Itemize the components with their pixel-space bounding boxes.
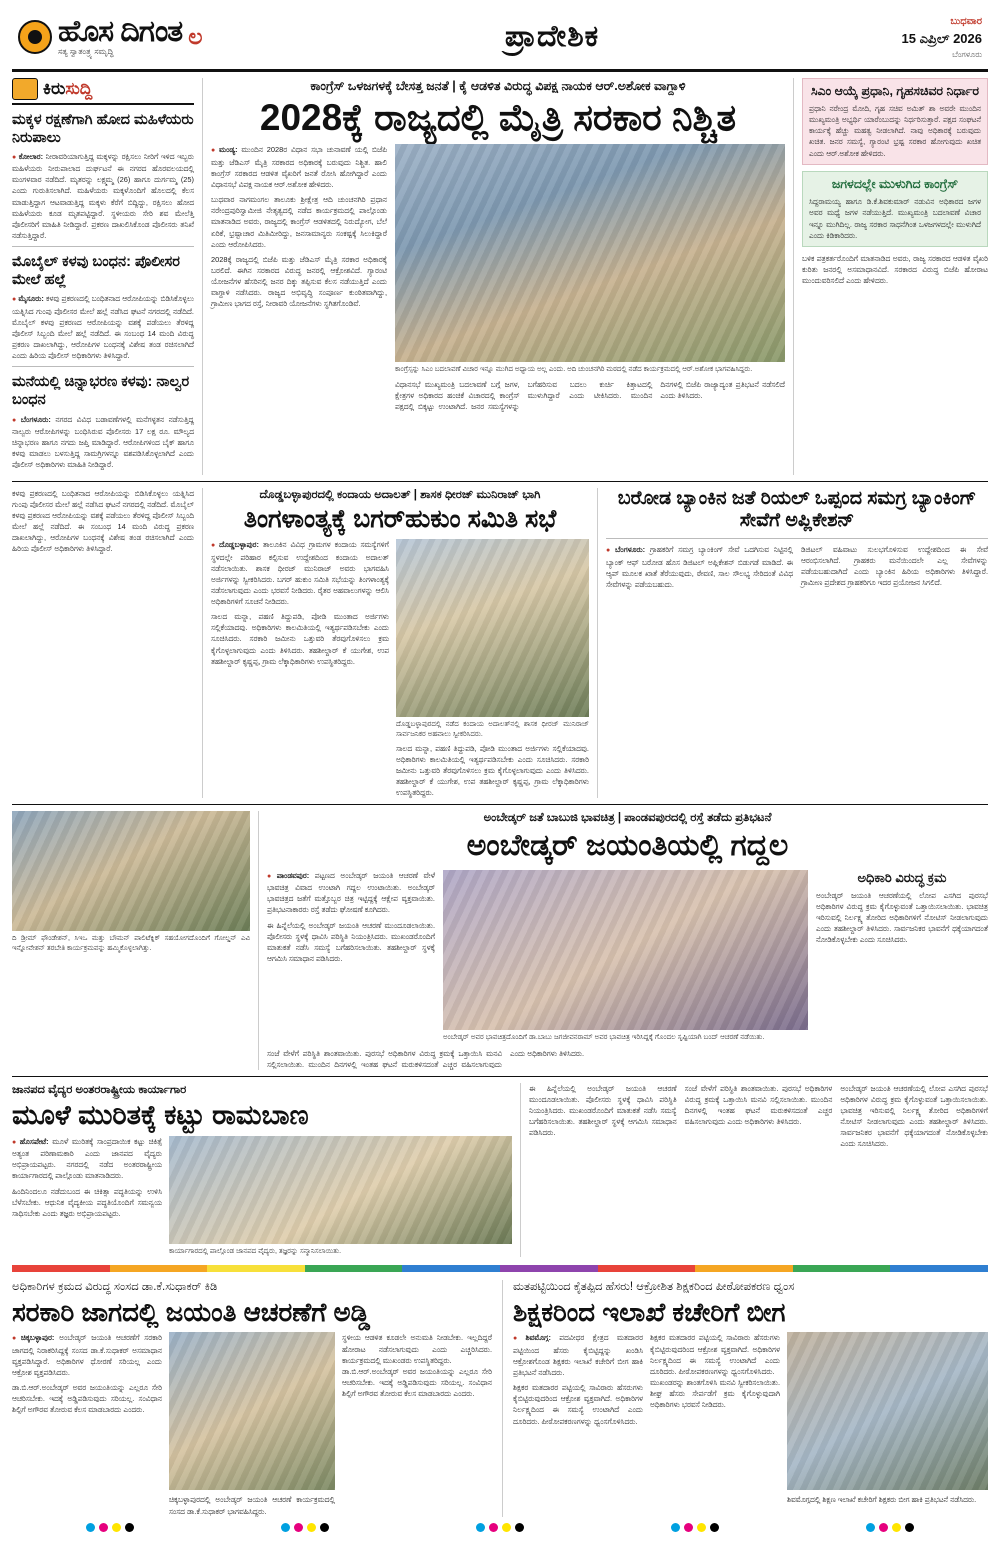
color-band [12,1265,988,1272]
brief-body-3: ನಗರದ ವಿವಿಧ ಬಡಾವಣೆಗಳಲ್ಲಿ ಮನೆಗಳ್ಳತನ ನಡೆಸುತ್ತಿದ್ದ ನಾಲ್ವರು ಆರೋಪಿಗಳನ್ನು ಬಂಧಿಸಿರುವ ಪೊಲೀಸರು 17 ಲಕ್ಷ ರೂ. ಮೌಲ್ಯದ ಚಿನ್ನಾಭರಣ ಹಾಗೂ ನಗದು ಜಪ್ತಿ ಮಾಡಿದ್ದಾರೆ. ಆರೋಪಿಗಳಿಂದ ಬೈಕ್ ಹಾಗೂ ಕಳವು ಮಾಡಲು ಬಳಸುತ್ತಿದ್ದ ಸಾಮಗ್ರಿಗಳನ್ನೂ ವಶಪಡಿಸಿಕೊಳ್ಳಲಾಗಿದೆ ಎಂದು ಪೊಲೀಸ್ ಅಧಿಕಾರಿಗಳು ಮಾಹಿತಿ ನೀಡಿದ್ದಾರೆ. [12,414,194,470]
brief-headline-3: ಮನೆಯಲ್ಲಿ ಚಿನ್ನಾಭರಣ ಕಳವು: ನಾಲ್ವರ ಬಂಧನ [12,374,190,409]
newspaper-logo[interactable] [18,17,202,57]
bottomleft-photo [169,1332,335,1490]
nrs-caption: ಕಾರ್ಯಾಗಾರದಲ್ಲಿ ಪಾಲ್ಗೊಂಡ ಜಾನಪದ ವೈದ್ಯರು, ತಜ್ಞರನ್ನು ಸನ್ಮಾನಿಸಲಾಯಿತು. [169,1247,342,1255]
story-ambedkar [267,811,988,1069]
lead-col1: ಮುಂದಿನ 2028ರ ವಿಧಾನ ಸಭಾ ಚುನಾವಣೆ ಯಲ್ಲಿ ಬಿಜೆಪಿ ಮತ್ತು ಜೆಡಿಎಸ್ ಮೈತ್ರಿ ಸರಕಾರದ ಅಧಿಕಾರಕ್ಕೆ ಬರುವುದು ನಿಶ್ಚಿತ. ಹಾಲಿ ಕಾಂಗ್ರೆಸ್ ಸರಕಾರದ ಆಡಳಿತ ವೈಖರಿಗೆ ಜನತೆ ರೋಸಿ ಹೋಗಿದ್ದಾರೆ ಎಂದು ವಿಧಾನಸಭೆ ವಿಪಕ್ಷ ನಾಯಕ ಆರ್.ಅಶೋಕ ಹೇಳಿದರು. [211,145,387,190]
bank-col1: ಗ್ರಾಹಕರಿಗೆ ಸಮಗ್ರ ಬ್ಯಾಂಕಿಂಗ್ ಸೇವೆ ಒದಗಿಸುವ ನಿಟ್ಟಿನಲ್ಲಿ ಬ್ಯಾಂಕ್ ಆಫ್ ಬರೋಡ ಹೊಸ ಡಿಜಿಟಲ್ ಅಪ್ಲಿಕೇಶನ್ ಬಿಡುಗಡೆ ಮಾಡಿದೆ. ಈ ಆ್ಯಪ್ ಮೂಲಕ ಖಾತೆ ತೆರೆಯುವುದು, ಠೇವಣಿ, ಸಾಲ ಸೌಲಭ್ಯ ಸೇರಿದಂತೆ ವಿವಿಧ ಸೇವೆಗಳನ್ನು ಪಡೆಯಬಹುದು. [606,545,793,589]
brief-headline-2: ಮೊಬೈಲ್ ಕಳವು ಬಂಧನ: ಪೊಲೀಸರ ಮೇಲೆ ಹಲ್ಲೆ [12,254,180,289]
bottomright-photo [787,1332,988,1490]
brief-dateline-3: ● ಬೆಂಗಳೂರು: [12,415,51,424]
bottomright-kicker: ಮತಪಟ್ಟಿಯಿಂದ ಕೈತಪ್ಪಿದ ಹೆಸರು! ಆಕ್ರೋಶಿತ ಶಿಕ್ಷಕರಿಂದ ಪೀಠೋಪಕರಣ ಧ್ವಂಸ [513,1280,795,1293]
nrs-kicker: ಜಾನಪದ ವೈದ್ಯರ ಅಂತರರಾಷ್ಟ್ರೀಯ ಕಾರ್ಯಾಗಾರ [12,1083,187,1096]
bottomleft-col3: ಸ್ಥಳೀಯ ಆಡಳಿತ ಕೂಡಲೇ ಅನುಮತಿ ನೀಡಬೇಕು. ಇಲ್ಲದಿದ್ದರೆ ಹೋರಾಟ ನಡೆಸಲಾಗುವುದು ಎಂದು ಎಚ್ಚರಿಸಿದರು. ಕಾರ್ಯಕ್ರಮದಲ್ಲಿ ಮುಖಂಡರು ಉಪಸ್ಥಿತರಿದ್ದರು. [342,1333,492,1365]
bottomleft-col2: ಚಿಕ್ಕಬಳ್ಳಾಪುರದಲ್ಲಿ ಅಂಬೇಡ್ಕರ್ ಜಯಂತಿ ಆಚರಣೆ ಕಾರ್ಯಕ್ರಮದಲ್ಲಿ ಸಂಸದ ಡಾ.ಕೆ.ಸುಧಾಕರ್ ಭಾಗವಹಿಸಿದ್ದರು. [169,1495,335,1516]
brief-dateline-2: ● ಮೈಸೂರು: [12,294,44,303]
box-congress-body: ಸಿದ್ದರಾಮಯ್ಯ ಹಾಗೂ ಡಿ.ಕೆ.ಶಿವಕುಮಾರ್ ನಡುವಿನ ಅಧಿಕಾರದ ಜಗಳ ಅವರ ಮಧ್ಯೆ ಜಗಳ ನಡೆಯುತ್ತಿದೆ. ಮುಖ್ಯಮಂತ್ರಿ ಬದಲಾವಣೆ ವಿಚಾರ ಇನ್ನೂ ಮುಗಿದಿಲ್ಲ. ರಾಜ್ಯ ಸರಕಾರ ಸಾಧನೆಗಿಂತ ಒಳಜಗಳದಲ್ಲೇ ಮುಳುಗಿದೆ ಎಂದು ಕಿಡಿಕಾರಿದರು. [809,197,981,240]
sun-logo-icon [18,20,52,54]
officer-action-title: ಅಧಿಕಾರಿ ವಿರುದ್ಧ ಕ್ರಮ [857,869,947,885]
brief-body-1: ನೀರಾವರಿಯಾಗುತ್ತಿದ್ದ ಮಕ್ಕಳನ್ನು ರಕ್ಷಿಸಲು ನೀರಿಗೆ ಇಳಿದ ಇಬ್ಬರು ಮಹಿಳೆಯರು ನೀರುಪಾಲಾದ ದುರ್ಘಟನೆ ಈ ನಗರದ ಹೊರವಲಯದಲ್ಲಿ ಮಂಗಳವಾರ ನಡೆದಿದೆ. ಮೃತರನ್ನು ಲಕ್ಷ್ಮಮ್ಮ (26) ಹಾಗೂ ದುರ್ಗಮ್ಮ (25) ಎಂದು ಗುರುತಿಸಲಾಗಿದೆ. ಮಹಿಳೆಯರು ಮಕ್ಕಳೊಂದಿಗೆ ಹೊಲದಲ್ಲಿ ಕೆಲಸ ಮಾಡುತ್ತಿದ್ದಾಗ ಆಟವಾಡುತ್ತಿದ್ದ ಮಕ್ಕಳು ಕೆರೆಗೆ ಬಿದ್ದಿದ್ದು, ರಕ್ಷಿಸಲು ಹೋದ ಮಹಿಳೆಯರು ಕೂಡ ಮೃತಪಟ್ಟಿದ್ದಾರೆ. ಸ್ಥಳೀಯರು ಸೇರಿ ಶವ ಮೇಲೆತ್ತಿ ಪೊಲೀಸರಿಗೆ ಮಾಹಿತಿ ನೀಡಿದ್ದಾರೆ. ಪ್ರಕರಣ ದಾಖಲಿಸಿಕೊಂಡ ಪೊಲೀಸರು ತನಿಖೆ ನಡೆಸುತ್ತಿದ್ದಾರೆ. [12,151,194,240]
brief-item-1 [12,111,194,242]
brief-item-3 [12,373,194,470]
fourth-row [12,1083,988,1257]
lead-photo [395,144,785,362]
nrs-col1: ಮೂಳೆ ಮುರಿತಕ್ಕೆ ಸಾಂಪ್ರದಾಯಿಕ ಕಟ್ಟು ಚಿಕಿತ್ಸೆ ಅತ್ಯಂತ ಪರಿಣಾಮಕಾರಿ ಎಂದು ಜಾನಪದ ವೈದ್ಯರು ಅಭಿಪ್ರಾಯಪಟ್ಟರು. ನಗರದಲ್ಲಿ ನಡೆದ ಅಂತರರಾಷ್ಟ್ರೀಯ ಕಾರ್ಯಾಗಾರದಲ್ಲಿ ಪಾಲ್ಗೊಂಡು ಮಾತನಾಡಿದರು. [12,1136,162,1181]
bottomleft-col3b: ಡಾ.ಬಿ.ಆರ್.ಅಂಬೇಡ್ಕರ್ ಅವರ ಜಯಂತಿಯನ್ನು ಎಲ್ಲರೂ ಸೇರಿ ಆಚರಿಸಬೇಕು. ಇದಕ್ಕೆ ಅಡ್ಡಿಪಡಿಸುವುದು ಸರಿಯಲ್ಲ. ಸಂವಿಧಾನ ಶಿಲ್ಪಿಗೆ ಅಗೌರವ ತೋರುವ ಕೆಲಸ ಮಾಡಬಾರದು ಎಂದರು. [342,1366,492,1398]
bagar-photo-caption: ದೊಡ್ಡಬಳ್ಳಾಪುರದಲ್ಲಿ ನಡೆದ ಕಂದಾಯ ಅದಾಲತ್‌ನಲ್ಲಿ ಶಾಸಕ ಧೀರಜ್ ಮುನಿರಾಜ್ ಸಾರ್ವಜನಿಕರ ಅಹವಾಲು ಸ್ವೀಕರಿಸಿದರು. [396,721,589,738]
bank-headline: ಬರೋಡ ಬ್ಯಾಂಕಿನ ಜತೆ ರಿಯಲ್ ಒಪ್ಪಂದ ಸಮಗ್ರ ಬ್ಯಾಂಕಿಂಗ್ ಸೇವೆಗೆ ಅಪ್ಲಿಕೇಶನ್ [617,487,977,532]
box-cm-decision [802,78,988,165]
brief-headline-1: ಮಕ್ಕಳ ರಕ್ಷಣೆಗಾಗಿ ಹೋದ ಮಹಿಳೆಯರು ನಿರುಪಾಲು [12,111,194,146]
megaphone-icon [12,78,38,100]
kiru-suddhi-header [12,78,194,100]
story-jayanti-block [12,1280,492,1517]
bagar-kicker: ದೊಡ್ಡಬಳ್ಳಾಪುರದಲ್ಲಿ ಕಂದಾಯ ಅದಾಲತ್ | ಶಾಸಕ ಧೀರಜ್ ಮುನಿರಾಜ್ ಭಾಗಿ [259,488,541,501]
foundation-caption: ದಿ ಡ್ರೀಮ್ ಫೌಂಡೇಶನ್, ಸಿಇಒ ಮತ್ತು ಬೌಮನ್ ಪಾಲಿಟೆಕ್ನಿಕ್ ಸಹಯೋಗದೊಂದಿಗೆ ಗೋಲ್ಡನ್ ಎವಿ ಇನ್ನೋವೇಶನ್ ತರಬೇತಿ ಕಾರ್ಯಕ್ರಮವನ್ನು ಹಮ್ಮಿಕೊಳ್ಳಲಾಗಿತ್ತು. [12,935,250,953]
date: 15 ಎಪ್ರಿಲ್ 2026 [901,31,982,46]
bottomright-col1: ಪದವೀಧರ ಕ್ಷೇತ್ರದ ಮತದಾರರ ಪಟ್ಟಿಯಿಂದ ಹೆಸರು ಕೈಬಿಟ್ಟಿದ್ದನ್ನು ಖಂಡಿಸಿ ಆಕ್ರೋಶಗೊಂಡ ಶಿಕ್ಷಕರು ಇಲಾಖೆ ಕಚೇರಿಗೆ ಬೀಗ ಹಾಕಿ ಪ್ರತಿಭಟನೆ ನಡೆಸಿದರು. [513,1333,643,1378]
ambedkar-col1: ಪಟ್ಟಣದ ಅಂಬೇಡ್ಕರ್ ಜಯಂತಿ ಆಚರಣೆ ವೇಳೆ ಭಾವಚಿತ್ರ ವಿವಾದ ಉಂಟಾಗಿ ಗದ್ದಲ ಉಂಟಾಯಿತು. ಅಂಬೇಡ್ಕರ್ ಭಾವಚಿತ್ರದ ಜತೆಗೆ ಮತ್ತೊಬ್ಬರ ಚಿತ್ರ ಇಟ್ಟಿದ್ದಕ್ಕೆ ಆಕ್ಷೇಪ ವ್ಯಕ್ತವಾಯಿತು. ಪ್ರತಿಭಟನಾಕಾರರು ರಸ್ತೆ ತಡೆದು ಘೋಷಣೆ ಕೂಗಿದರು. [267,870,435,915]
third-row [12,811,988,1069]
top-section [12,78,988,475]
ambedkar-col3: ಸಂಜೆ ವೇಳೆಗೆ ಪರಿಸ್ಥಿತಿ ಶಾಂತವಾಯಿತು. ಪುರಸಭೆ ಅಧಿಕಾರಿಗಳ ವಿರುದ್ಧ ಕ್ರಮಕ್ಕೆ ಒತ್ತಾಯಿಸಿ ಮನವಿ ಸಲ್ಲಿಸಲಾಯಿತು. ಮುಂದಿನ ದಿನಗಳಲ್ಲಿ ಇಂತಹ ಘಟನೆ ಮರುಕಳಿಸದಂತೆ ಎಚ್ಚರ ವಹಿಸಲಾಗುವುದು ಎಂದು ಅಧಿಕಾರಿಗಳು ತಿಳಿಸಿದರು. [267,1048,585,1069]
story-folk-medicine [12,1083,512,1257]
bottomleft-dateline: ● ಚಿಕ್ಕಬಳ್ಳಾಪುರ: [12,1333,54,1342]
bagar-photo [396,539,589,717]
ambedkar-overflow-1: ಈ ಹಿನ್ನೆಲೆಯಲ್ಲಿ ಅಂಬೇಡ್ಕರ್ ಜಯಂತಿ ಆಚರಣೆ ಮುಂದೂಡಲಾಯಿತು. ಪೊಲೀಸರು ಸ್ಥಳಕ್ಕೆ ಧಾವಿಸಿ ಪರಿಸ್ಥಿತಿ ನಿಯಂತ್ರಿಸಿದರು. ಮುಖಂಡರೊಂದಿಗೆ ಮಾತುಕತೆ ನಡೆಸಿ ಸಮಸ್ಯೆ ಬಗೆಹರಿಸಲಾಯಿತು. ತಹಶೀಲ್ದಾರ್ ಸ್ಥಳಕ್ಕೆ ಆಗಮಿಸಿ ಸಮಾಧಾನ ಪಡಿಸಿದರು. [529,1083,677,1138]
bottomright-col1b: ಶಿಕ್ಷಕರ ಮತದಾರರ ಪಟ್ಟಿಯಲ್ಲಿ ಸಾವಿರಾರು ಹೆಸರುಗಳು ಕೈಬಿಟ್ಟಿರುವುದರಿಂದ ಆಕ್ರೋಶ ವ್ಯಕ್ತವಾಗಿದೆ. ಅಧಿಕಾರಿಗಳ ನಿರ್ಲಕ್ಷ್ಯದಿಂದ ಈ ಸಮಸ್ಯೆ ಉಂಟಾಗಿದೆ ಎಂದು ದೂರಿದರು. ಪೀಠೋಪಕರಣಗಳನ್ನು ಧ್ವಂಸಗೊಳಿಸಿದರು. [513,1383,643,1426]
print-registration-marks [12,1517,988,1534]
nrs-headline: ಮೂಳೆ ಮುರಿತಕ್ಕೆ ಕಟ್ಟು ರಾಮಬಾಣ [12,1099,309,1130]
dotset-5 [866,1523,914,1532]
ambedkar-headline: ಅಂಬೇಡ್ಕರ್ ಜಯಂತಿಯಲ್ಲಿ ಗದ್ದಲ [466,829,789,863]
ambedkar-dateline: ● ಪಾಂಡವಪುರ: [267,871,309,880]
brief-body-2: ಕಳವು ಪ್ರಕರಣದಲ್ಲಿ ಬಂಧಿತನಾದ ಆರೋಪಿಯನ್ನು ಬಿಡಿಸಿಕೊಳ್ಳಲು ಯತ್ನಿಸಿದ ಗುಂಪು ಪೊಲೀಸರ ಮೇಲೆ ಹಲ್ಲೆ ನಡೆಸಿದ ಘಟನೆ ನಗರದಲ್ಲಿ ನಡೆದಿದೆ. ಮೊಬೈಲ್ ಕಳವು ಪ್ರಕರಣದ ಆರೋಪಿಯನ್ನು ವಶಕ್ಕೆ ಪಡೆಯಲು ತೆರಳಿದ್ದ ಪೊಲೀಸ್ ಸಿಬ್ಬಂದಿ ಮೇಲೆ ಹಲ್ಲೆ ನಡೆದಿದೆ. ಈ ಸಂಬಂಧ 14 ಮಂದಿ ವಿರುದ್ಧ ಪ್ರಕರಣ ದಾಖಲಾಗಿದ್ದು, ಆರೋಪಿಗಳ ಬಂಧನಕ್ಕೆ ವಿಶೇಷ ತಂಡ ರಚಿಸಲಾಗಿದೆ ಎಂದು ಹಿರಿಯ ಪೊಲೀಸ್ ಅಧಿಕಾರಿಗಳು ತಿಳಿಸಿದ್ದಾರೆ. [12,294,194,361]
ambedkar-overflow-3: ಅಂಬೇಡ್ಕರ್ ಜಯಂತಿ ಆಚರಣೆಯಲ್ಲಿ ಲೋಪ ಎಸಗಿದ ಪುರಸಭೆ ಅಧಿಕಾರಿಗಳ ವಿರುದ್ಧ ಕ್ರಮ ಕೈಗೊಳ್ಳುವಂತೆ ಒತ್ತಾಯಿಸಲಾಯಿತು. ಭಾವಚಿತ್ರ ಇರಿಸುವಲ್ಲಿ ನಿರ್ಲಕ್ಷ್ಯ ತೋರಿದ ಅಧಿಕಾರಿಗಳಿಗೆ ನೋಟಿಸ್ ನೀಡಲಾಗುವುದು ಎಂದು ತಹಶೀಲ್ದಾರ್ ತಿಳಿಸಿದರು. ಸಾರ್ವಜನಿಕರ ಭಾವನೆಗೆ ಧಕ್ಕೆಯಾಗದಂತೆ ನೋಡಿಕೊಳ್ಳಬೇಕು ಎಂದು ಸೂಚಿಸಿದರು. [840,1083,988,1149]
logo-title: ಹೊಸ ದಿಗಂತ [58,15,183,49]
box-congress-body2: ಬಳಿಕ ಪತ್ರಕರ್ತರೊಂದಿಗೆ ಮಾತನಾಡಿದ ಅವರು, ರಾಜ್ಯ ಸರಕಾರದ ಆಡಳಿತ ವೈಖರಿ ಕುರಿತು ಜನರಲ್ಲಿ ಅಸಮಾಧಾನವಿದೆ. ಸರಕಾರದ ವಿರುದ್ಧ ಬಿಜೆಪಿ ಹೋರಾಟ ಮುಂದುವರಿಸಲಿದೆ ಎಂದು ಹೇಳಿದರು. [802,253,988,285]
bottomright-headline: ಶಿಕ್ಷಕರಿಂದ ಇಲಾಖೆ ಕಚೇರಿಗೆ ಬೀಗ [513,1296,786,1327]
lead-col1b: ಬುಧವಾರ ನಾಗಮಂಗಲ ತಾಲೂಕು ಶ್ರೀಕ್ಷೇತ್ರ ಆದಿ ಚುಂಚನಗಿರಿ ಪ್ರಧಾನ ನರೇಂದ್ರಪುರಿಸ್ವಾಮೀಜಿ ನೇತೃತ್ವದಲ್ಲಿ ನಡೆದ ಕಾರ್ಯಕ್ರಮದಲ್ಲಿ ಪಾಲ್ಗೊಂಡು ಮಾತನಾಡಿದ ಅವರು, ರಾಜ್ಯದಲ್ಲಿ ಕಾಂಗ್ರೆಸ್ ಆಡಳಿತದಲ್ಲಿ ನಿರುದ್ಯೋಗ, ಬೆಲೆ ಏರಿಕೆ, ಭ್ರಷ್ಟಾಚಾರ ಮಿತಿಮೀರಿದ್ದು, ಜನಸಾಮಾನ್ಯರು ಸಂಕಷ್ಟಕ್ಕೆ ಸಿಲುಕಿದ್ದಾರೆ ಎಂದು ಆರೋಪಿಸಿದರು. [211,195,387,249]
story-foundation [12,811,250,1069]
left-cont-text: ಕಳವು ಪ್ರಕರಣದಲ್ಲಿ ಬಂಧಿತನಾದ ಆರೋಪಿಯನ್ನು ಬಿಡಿಸಿಕೊಳ್ಳಲು ಯತ್ನಿಸಿದ ಗುಂಪು ಪೊಲೀಸರ ಮೇಲೆ ಹಲ್ಲೆ ನಡೆಸಿದ ಘಟನೆ ನಗರದಲ್ಲಿ ನಡೆದಿದೆ. ಮೊಬೈಲ್ ಕಳವು ಪ್ರಕರಣದ ಆರೋಪಿಯನ್ನು ವಶಕ್ಕೆ ಪಡೆಯಲು ತೆರಳಿದ್ದ ಪೊಲೀಸ್ ಸಿಬ್ಬಂದಿ ಮೇಲೆ ಹಲ್ಲೆ ನಡೆದಿದೆ. ಈ ಸಂಬಂಧ 14 ಮಂದಿ ವಿರುದ್ಧ ಪ್ರಕರಣ ದಾಖಲಾಗಿದ್ದು, ಆರೋಪಿಗಳ ಬಂಧನಕ್ಕೆ ವಿಶೇಷ ತಂಡ ರಚಿಸಲಾಗಿದೆ ಎಂದು ಹಿರಿಯ ಪೊಲೀಸ್ ಅಧಿಕಾರಿಗಳು ತಿಳಿಸಿದ್ದಾರೆ. [12,488,194,554]
dotset-4 [671,1523,719,1532]
kiru-label-1: ಕಿರು [43,78,66,98]
ambedkar-kicker: ಅಂಬೇಡ್ಕರ್ ಜತೆ ಬಾಬುಜಿ ಭಾವಚಿತ್ರ | ಪಾಂಡವಪುರದಲ್ಲಿ ರಸ್ತೆ ತಡೆದು ಪ್ರತಿಭಟನೆ [483,812,772,825]
logo-subtitle: ಸತ್ಯ ಸ್ವಾತಂತ್ರ್ಯ ಸಮೃದ್ಧಿ [58,47,114,57]
lead-kicker: ಕಾಂಗ್ರೆಸ್ ಒಳಜಗಳಕ್ಕೆ ಬೇಸತ್ತ ಜನತೆ | ಕೈ ಆಡಳಿತ ವಿರುದ್ಧ ವಿಪಕ್ಷ ನಾಯಕ ಆರ್.ಅಶೋಕ ವಾಗ್ದಾಳಿ [310,78,686,93]
dotset-3 [476,1523,524,1532]
foundation-photo [12,811,250,931]
box-congress-title: ಜಗಳದಲ್ಲೇ ಮುಳುಗಿದ ಕಾಂಗ್ರೆಸ್ [831,176,959,191]
bank-dateline: ● ಬೆಂಗಳೂರು: [606,545,645,554]
box-cm-body: ಪ್ರಧಾನಿ ನರೇಂದ್ರ ಮೋದಿ, ಗೃಹ ಸಚಿವ ಅಮಿತ್ ಶಾ ಅವರೇ ಮುಂದಿನ ಮುಖ್ಯಮಂತ್ರಿ ಅಭ್ಯರ್ಥಿ ಯಾರೆಂಬುದನ್ನು ನಿರ್ಧರಿಸುತ್ತಾರೆ. ಪಕ್ಷದ ಸಂಘಟನೆ ಕಾರ್ಯಕ್ಕೆ ಹೆಚ್ಚು ಮಹತ್ವ ನೀಡಲಾಗಿದೆ. ನಾವು ಅಧಿಕಾರಕ್ಕೆ ಬರುವುದು ಖಚಿತ. ಜನರ ಸಮಸ್ಯೆ, ಗ್ಯಾರಂಟಿ ಭ್ರಷ್ಟ ಸರಕಾರ ಹೋಗುವುದು ಖಚಿತ ಎಂದು ಆರ್.ಅಶೋಕ ಹೇಳಿದರು. [809,104,981,158]
brief-item-2 [12,253,194,361]
bottomleft-kicker: ಅಧಿಕಾರಿಗಳ ಕ್ರಮದ ವಿರುದ್ಧ ಸಂಸದ ಡಾ.ಕೆ.ಸುಧಾಕರ್ ಕಿಡಿ [12,1280,218,1293]
nrs-photo [169,1136,512,1244]
section-title: ಪ್ರಾದೇಶಿಕ [504,20,600,54]
story-bank [606,488,988,799]
box-congress-infight [802,171,988,247]
bagar-headline: ತಿಂಗಳಾಂತ್ಯಕ್ಕೆ ಬಗರ್‌ಹುಕುಂ ಸಮಿತಿ ಸಭೆ [243,505,557,534]
bottomright-col2b: ಮುಖಂಡರನ್ನು ಶಾಂತಗೊಳಿಸಿ ಮನವಿ ಸ್ವೀಕರಿಸಲಾಯಿತು. ಶೀಘ್ರ ಹೆಸರು ಸೇರ್ಪಡೆಗೆ ಕ್ರಮ ಕೈಗೊಳ್ಳುವುದಾಗಿ ಅಧಿಕಾರಿಗಳು ಭರವಸೆ ನೀಡಿದರು. [650,1377,780,1410]
bagar-dateline: ● ದೊಡ್ಡಬಳ್ಳಾಪುರ: [211,540,259,549]
masthead [12,10,988,72]
ambedkar-photo [443,870,808,1030]
story-bagar-hukum [211,488,589,799]
bottomleft-col1b: ಡಾ.ಬಿ.ಆರ್.ಅಂಬೇಡ್ಕರ್ ಅವರ ಜಯಂತಿಯನ್ನು ಎಲ್ಲರೂ ಸೇರಿ ಆಚರಿಸಬೇಕು. ಇದಕ್ಕೆ ಅಡ್ಡಿಪಡಿಸುವುದು ಸರಿಯಲ್ಲ. ಸಂವಿಧಾನ ಶಿಲ್ಪಿಗೆ ಅಗೌರವ ತೋರುವ ಕೆಲಸ ಮಾಡಬಾರದು ಎಂದರು. [12,1383,162,1415]
bagar-col2: ಸಾಲದ ಮನ್ನಾ, ಪಹಣಿ ತಿದ್ದುಪಡಿ, ಪೋಡಿ ಮುಂತಾದ ಅರ್ಜಿಗಳು ಸಲ್ಲಿಕೆಯಾದವು. ಅಧಿಕಾರಿಗಳು ಕಾಲಮಿತಿಯಲ್ಲಿ ಇತ್ಯರ್ಥಪಡಿಸಬೇಕು ಎಂದು ಸೂಚಿಸಿದರು. ಸರಕಾರಿ ಜಮೀನು ಒತ್ತುವರಿ ತೆರವುಗೊಳಿಸಲು ಕ್ರಮ ಕೈಗೊಳ್ಳಲಾಗುವುದು ಎಂದು ತಿಳಿಸಿದರು. ತಹಶೀಲ್ದಾರ್ ಕೆ ಯುಗೇಶ, ಉಪ ತಹಶೀಲ್ದಾರ್ ಕೃಷ್ಣಪ್ಪ, ಗ್ರಾಮ ಲೆಕ್ಕಾಧಿಕಾರಿಗಳು ಉಪಸ್ಥಿತರಿದ್ದರು. [396,743,589,798]
officer-action-body: ಅಂಬೇಡ್ಕರ್ ಜಯಂತಿ ಆಚರಣೆಯಲ್ಲಿ ಲೋಪ ಎಸಗಿದ ಪುರಸಭೆ ಅಧಿಕಾರಿಗಳ ವಿರುದ್ಧ ಕ್ರಮ ಕೈಗೊಳ್ಳುವಂತೆ ಒತ್ತಾಯಿಸಲಾಯಿತು. ಭಾವಚಿತ್ರ ಇರಿಸುವಲ್ಲಿ ನಿರ್ಲಕ್ಷ್ಯ ತೋರಿದ ಅಧಿಕಾರಿಗಳಿಗೆ ನೋಟಿಸ್ ನೀಡಲಾಗುವುದು ಎಂದು ತಹಶೀಲ್ದಾರ್ ತಿಳಿಸಿದರು. ಸಾರ್ವಜನಿಕರ ಭಾವನೆಗೆ ಧಕ್ಕೆಯಾಗದಂತೆ ನೋಡಿಕೊಳ್ಳಬೇಕು ಎಂದು ಸೂಚಿಸಿದರು. [816,891,988,945]
dotset-2 [281,1523,329,1532]
lead-col3: ವಿಧಾನಸಭೆ ಮುಖ್ಯಮಂತ್ರಿ ಬದಲಾವಣೆ ಬಗ್ಗೆ ಜಗಳ, ಕ್ಷೇತ್ರಗಳ ಅಧಿಕಾರದ ಹಂಚಿಕೆ ವಿಚಾರದಲ್ಲಿ ಕಾಂಗ್ರೆಸ್ ಪಕ್ಷದಲ್ಲಿ ಬಿಕ್ಕಟ್ಟು ಉಂಟಾಗಿದೆ. ಜನರ ಸಮಸ್ಯೆಗಳನ್ನು ಬಗೆಹರಿಸುವ ಬದಲು ಕುರ್ಚಿ ಕಿತ್ತಾಟದಲ್ಲಿ ಮುಳುಗಿದ್ದಾರೆ ಎಂದು ಟೀಕಿಸಿದರು. ಮುಂದಿನ ದಿನಗಳಲ್ಲಿ ಬಿಜೆಪಿ ರಾಜ್ಯಾದ್ಯಂತ ಪ್ರತಿಭಟನೆ ನಡೆಸಲಿದೆ ಎಂದು ತಿಳಿಸಿದರು. [395,380,785,412]
lead-col2: 2028ಕ್ಕೆ ರಾಜ್ಯದಲ್ಲಿ ಬಿಜೆಪಿ ಮತ್ತು ಜೆಡಿಎಸ್ ಮೈತ್ರಿ ಸರಕಾರ ಅಧಿಕಾರಕ್ಕೆ ಬರಲಿದೆ. ಈಗಿನ ಸರಕಾರದ ವಿರುದ್ಧ ಜನರಲ್ಲಿ ಆಕ್ರೋಶವಿದೆ. ಗ್ಯಾರಂಟಿ ಯೋಜನೆಗಳ ಹೆಸರಿನಲ್ಲಿ ಜನರ ದಿಕ್ಕು ತಪ್ಪಿಸುವ ಕೆಲಸ ನಡೆಯುತ್ತಿದೆ ಎಂದು ವಾಗ್ದಾಳಿ ನಡೆಸಿದರು. ರಾಜ್ಯದ ಅಭಿವೃದ್ಧಿ ಸಂಪೂರ್ಣ ಕುಂಠಿತವಾಗಿದ್ದು, ಗ್ರಾಮೀಣ ಭಾಗದ ರಸ್ತೆ, ನೀರಾವರಿ ಯೋಜನೆಗಳು ಸ್ಥಗಿತಗೊಂಡಿವೆ. [211,254,387,309]
lead-sidebars [802,78,988,475]
nrs-dateline: ● ಹೊಸಪೇಟೆ: [12,1137,49,1146]
weekday: ಬುಧವಾರ [950,16,982,27]
logo-tag: ಲ [188,24,203,50]
bottom-row [12,1280,988,1517]
bagar-col1b: ಸಾಲದ ಮನ್ನಾ, ಪಹಣಿ ತಿದ್ದುಪಡಿ, ಪೋಡಿ ಮುಂತಾದ ಅರ್ಜಿಗಳು ಸಲ್ಲಿಕೆಯಾದವು. ಅಧಿಕಾರಿಗಳು ಕಾಲಮಿತಿಯಲ್ಲಿ ಇತ್ಯರ್ಥಪಡಿಸಬೇಕು ಎಂದು ಸೂಚಿಸಿದರು. ಸರಕಾರಿ ಜಮೀನು ಒತ್ತುವರಿ ತೆರವುಗೊಳಿಸಲು ಕ್ರಮ ಕೈಗೊಳ್ಳಲಾಗುವುದು ಎಂದು ತಿಳಿಸಿದರು. ತಹಶೀಲ್ದಾರ್ ಕೆ ಯುಗೇಶ, ಉಪ ತಹಶೀಲ್ದಾರ್ ಕೃಷ್ಣಪ್ಪ, ಗ್ರಾಮ ಲೆಕ್ಕಾಧಿಕಾರಿಗಳು ಉಪಸ್ಥಿತರಿದ್ದರು. [211,612,389,666]
ambedkar-col2: ಈ ಹಿನ್ನೆಲೆಯಲ್ಲಿ ಅಂಬೇಡ್ಕರ್ ಜಯಂತಿ ಆಚರಣೆ ಮುಂದೂಡಲಾಯಿತು. ಪೊಲೀಸರು ಸ್ಥಳಕ್ಕೆ ಧಾವಿಸಿ ಪರಿಸ್ಥಿತಿ ನಿಯಂತ್ರಿಸಿದರು. ಮುಖಂಡರೊಂದಿಗೆ ಮಾತುಕತೆ ನಡೆಸಿ ಸಮಸ್ಯೆ ಬಗೆಹರಿಸಲಾಯಿತು. ತಹಶೀಲ್ದಾರ್ ಸ್ಥಳಕ್ಕೆ ಆಗಮಿಸಿ ಸಮಾಧಾನ ಪಡಿಸಿದರು. [267,920,435,963]
lead-photo-caption: ಕಾಂಗ್ರೆಸ್ಸನ್ನು ಸಿಎಂ ಬದಲಾವಣೆ ವಿಚಾರ ಇನ್ನೂ ಮುಗಿದ ಅಧ್ಯಾಯ ಅಲ್ಲ ಎಂದು. ಅದಿ ಚುಂಚನಗಿರಿ ಮಠದಲ್ಲಿ ನಡೆದ ಕಾರ್ಯಕ್ರಮದಲ್ಲಿ ಆರ್.ಅಶೋಕ ಭಾಗವಹಿಸಿದ್ದರು. [395,366,753,374]
story-teachers-lock [513,1280,988,1517]
left-column-continued [12,488,194,799]
lead-dateline: ● ಮಂಡ್ಯ: [211,145,238,154]
second-row [12,488,988,799]
bank-col2: ಡಿಜಿಟಲ್ ವಹಿವಾಟು ಸುಲಭಗೊಳಿಸುವ ಉದ್ದೇಶದಿಂದ ಈ ಸೇವೆ ಆರಂಭಿಸಲಾಗಿದೆ. ಗ್ರಾಹಕರು ಮನೆಯಿಂದಲೇ ಎಲ್ಲ ಸೇವೆಗಳನ್ನು ಪಡೆಯಬಹುದಾಗಿದೆ ಎಂದು ಬ್ಯಾಂಕಿನ ಹಿರಿಯ ಅಧಿಕಾರಿಗಳು ತಿಳಿಸಿದ್ದಾರೆ. ಗ್ರಾಮೀಣ ಪ್ರದೇಶದ ಗ್ರಾಹಕರಿಗೂ ಇದರ ಪ್ರಯೋಜನ ಸಿಗಲಿದೆ. [801,545,988,588]
edition-city: ಬೆಂಗಳೂರು [952,49,982,59]
ambedkar-overflow [529,1083,988,1257]
brief-dateline-1: ● ಕೋಲಾರ: [12,152,43,161]
bottomleft-col1: ಅಂಬೇಡ್ಕರ್ ಜಯಂತಿ ಆಚರಣೆಗೆ ಸರಕಾರಿ ಜಾಗದಲ್ಲಿ ನಿರಾಕರಿಸಿದ್ದಕ್ಕೆ ಸಂಸದ ಡಾ.ಕೆ.ಸುಧಾಕರ್ ಅಸಮಾಧಾನ ವ್ಯಕ್ತಪಡಿಸಿದ್ದಾರೆ. ಅಧಿಕಾರಿಗಳ ಧೋರಣೆ ಸರಿಯಲ್ಲ ಎಂದು ಆಕ್ರೋಶ ವ್ಯಕ್ತಪಡಿಸಿದರು. [12,1333,162,1378]
bottomright-col2: ಶಿಕ್ಷಕರ ಮತದಾರರ ಪಟ್ಟಿಯಲ್ಲಿ ಸಾವಿರಾರು ಹೆಸರುಗಳು ಕೈಬಿಟ್ಟಿರುವುದರಿಂದ ಆಕ್ರೋಶ ವ್ಯಕ್ತವಾಗಿದೆ. ಅಧಿಕಾರಿಗಳ ನಿರ್ಲಕ್ಷ್ಯದಿಂದ ಈ ಸಮಸ್ಯೆ ಉಂಟಾಗಿದೆ ಎಂದು ದೂರಿದರು. ಪೀಠೋಪಕರಣಗಳನ್ನು ಧ್ವಂಸಗೊಳಿಸಿದರು. [650,1333,780,1376]
bottomright-col3: ಶಿವಮೊಗ್ಗದಲ್ಲಿ ಶಿಕ್ಷಣ ಇಲಾಖೆ ಕಚೇರಿಗೆ ಶಿಕ್ಷಕರು ಬೀಗ ಹಾಕಿ ಪ್ರತಿಭಟನೆ ನಡೆಸಿದರು. [787,1495,977,1505]
nrs-col2: ಹಿಂದಿನಿಂದಲೂ ನಡೆದುಬಂದ ಈ ಚಿಕಿತ್ಸಾ ಪದ್ಧತಿಯನ್ನು ಉಳಿಸಿ ಬೆಳೆಸಬೇಕು. ಆಧುನಿಕ ವೈದ್ಯಕೀಯ ಪದ್ಧತಿಯೊಂದಿಗೆ ಸಮನ್ವಯ ಸಾಧಿಸಬೇಕು ಎಂದು ತಜ್ಞರು ಅಭಿಪ್ರಾಯಪಟ್ಟರು. [12,1186,162,1218]
masthead-dateblock [902,14,983,61]
ambedkar-caption: ಅಂಬೇಡ್ಕರ್ ಅವರ ಭಾವಚಿತ್ರದೊಂದಿಗೆ ಡಾ.ಬಾಬು ಜಗಜೀವನರಾಮ್ ಅವರ ಭಾವಚಿತ್ರ ಇರಿಸಿದ್ದಕ್ಕೆ ಗೊಂದಲ ಸೃಷ್ಟಿಯಾಗಿ ಬಂದ್ ಆಚರಣೆ ನಡೆಯಿತು. [443,1033,765,1041]
kiru-label-2: ಸುದ್ದಿ [65,78,93,98]
bottomleft-headline: ಸರಕಾರಿ ಜಾಗದಲ್ಲಿ ಜಯಂತಿ ಆಚರಣೆಗೆ ಅಡ್ಡಿ [12,1296,371,1327]
dotset-1 [86,1523,134,1532]
lead-story [211,78,785,475]
bottomright-dateline: ● ಶಿವಮೊಗ್ಗ: [513,1333,551,1342]
ambedkar-overflow-2: ಸಂಜೆ ವೇಳೆಗೆ ಪರಿಸ್ಥಿತಿ ಶಾಂತವಾಯಿತು. ಪುರಸಭೆ ಅಧಿಕಾರಿಗಳ ವಿರುದ್ಧ ಕ್ರಮಕ್ಕೆ ಒತ್ತಾಯಿಸಿ ಮನವಿ ಸಲ್ಲಿಸಲಾಯಿತು. ಮುಂದಿನ ದಿನಗಳಲ್ಲಿ ಇಂತಹ ಘಟನೆ ಮರುಕಳಿಸದಂತೆ ಎಚ್ಚರ ವಹಿಸಲಾಗುವುದು ಎಂದು ಅಧಿಕಾರಿಗಳು ತಿಳಿಸಿದರು. [684,1083,833,1127]
box-cm-title: ಸಿಎಂ ಆಯ್ಕೆ ಪ್ರಧಾನಿ, ಗೃಹಸಚಿವರ ನಿರ್ಧಾರ [811,83,979,98]
bagar-col1: ತಾಲೂಕಿನ ವಿವಿಧ ಗ್ರಾಮಗಳ ಕಂದಾಯ ಸಮಸ್ಯೆಗಳಿಗೆ ಸ್ಥಳದಲ್ಲೇ ಪರಿಹಾರ ಕಲ್ಪಿಸುವ ಉದ್ದೇಶದಿಂದ ಕಂದಾಯ ಅದಾಲತ್ ನಡೆಸಲಾಯಿತು. ಶಾಸಕ ಧೀರಜ್ ಮುನಿರಾಜ್ ಅವರು ಭಾಗವಹಿಸಿ ಅರ್ಜಿಗಳನ್ನು ಸ್ವೀಕರಿಸಿದರು. ಬಗರ್ ಹುಕುಂ ಸಮಿತಿ ಸಭೆಯನ್ನು ತಿಂಗಳಾಂತ್ಯಕ್ಕೆ ನಡೆಸಲಾಗುವುದು ಎಂದು ಭರವಸೆ ನೀಡಿದರು. ರೈತರ ಅಹವಾಲುಗಳನ್ನು ಆಲಿಸಿ ಅಧಿಕಾರಿಗಳಿಗೆ ಸೂಚನೆ ನೀಡಿದರು. [211,540,389,607]
lead-headline: 2028ಕ್ಕೆ ರಾಜ್ಯದಲ್ಲಿ ಮೈತ್ರಿ ಸರಕಾರ ನಿಶ್ಚಿತ [259,96,737,138]
kiru-suddhi-column [12,78,194,475]
